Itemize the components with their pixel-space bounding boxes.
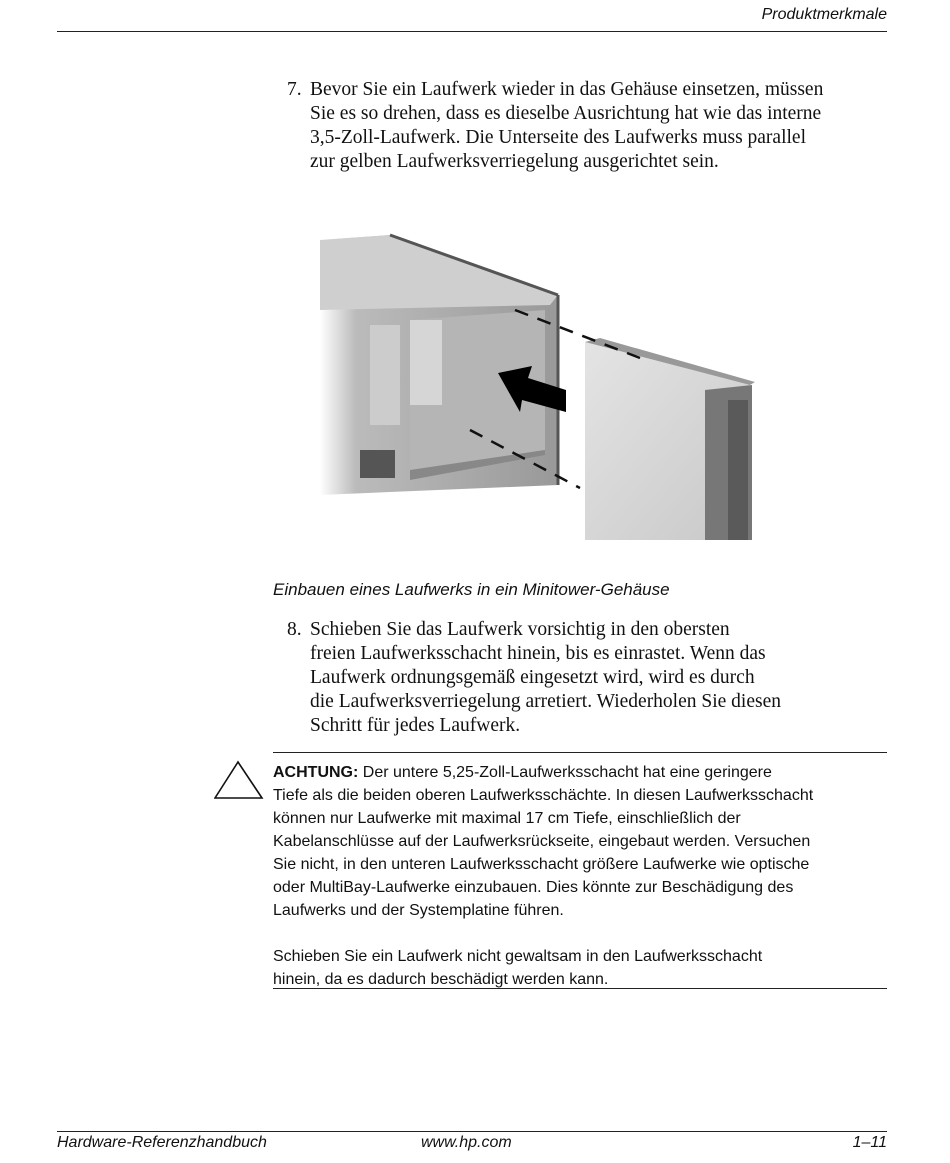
caution-text-line: können nur Laufwerke mit maximal 17 cm Tiefe, einschließlich der (273, 810, 741, 827)
caution-text-line: Kabelanschlüsse auf der Laufwerksrückseite, eingebaut werden. Versuchen (273, 833, 811, 850)
step-text-line: Bevor Sie ein Laufwerk wieder in das Gehäuse einsetzen, müssen (310, 79, 824, 100)
drive (585, 338, 755, 540)
caution-text-line: hinein, da es dadurch beschädigt werden kann. (273, 971, 609, 988)
caution-top-rule (273, 752, 887, 753)
caution-box (273, 761, 893, 991)
caution-text-line: oder MultiBay-Laufwerke einzubauen. Dies könnte zur Beschädigung des (273, 879, 794, 896)
caution-label: ACHTUNG: (273, 764, 359, 781)
step-number: 7. (287, 79, 302, 100)
step-text-line: Sie es so drehen, dass es dieselbe Ausrichtung hat wie das interne (310, 103, 822, 124)
page-number: 1–11 (852, 1134, 887, 1151)
footer-rule (57, 1131, 887, 1132)
step-number: 8. (287, 619, 302, 640)
figure-caption: Einbauen eines Laufwerks in ein Minitower-Gehäuse (273, 580, 670, 599)
warning-triangle-icon (214, 760, 264, 800)
footer-manual-title: Hardware-Referenzhandbuch (57, 1134, 267, 1151)
step-text-line: Laufwerk ordnungsgemäß eingesetzt wird, wird es durch (310, 667, 755, 688)
caution-bottom-rule (273, 988, 887, 989)
header-rule (57, 31, 887, 32)
caution-text-line: Sie nicht, in den unteren Laufwerksschacht größere Laufwerke wie optische (273, 856, 810, 873)
step-text-line: freien Laufwerksschacht hinein, bis es einrastet. Wenn das (310, 643, 766, 664)
step-text-line: 3,5-Zoll-Laufwerk. Die Unterseite des Laufwerks muss parallel (310, 127, 806, 148)
section-title: Produktmerkmale (761, 6, 887, 23)
step-text-line: zur gelben Laufwerksverriegelung ausgerichtet sein. (310, 151, 719, 172)
step-7 (287, 78, 887, 174)
footer-url[interactable]: www.hp.com (421, 1134, 512, 1151)
caution-text-line: Laufwerks und der Systemplatine führen. (273, 902, 564, 919)
caution-text-line: Tiefe als die beiden oberen Laufwerksschächte. In diesen Laufwerksschacht (273, 787, 814, 804)
drive-installation-illustration (300, 230, 770, 540)
chassis (320, 235, 558, 495)
caution-text-line: Schieben Sie ein Laufwerk nicht gewaltsam in den Laufwerksschacht (273, 948, 763, 965)
step-text-line: Schritt für jedes Laufwerk. (310, 715, 521, 736)
step-8 (287, 618, 887, 738)
step-text-line: die Laufwerksverriegelung arretiert. Wiederholen Sie diesen (310, 691, 781, 712)
step-text-line: Schieben Sie das Laufwerk vorsichtig in den obersten (310, 619, 730, 640)
caution-text: Der untere 5,25-Zoll-Laufwerksschacht hat eine geringere (358, 764, 772, 781)
